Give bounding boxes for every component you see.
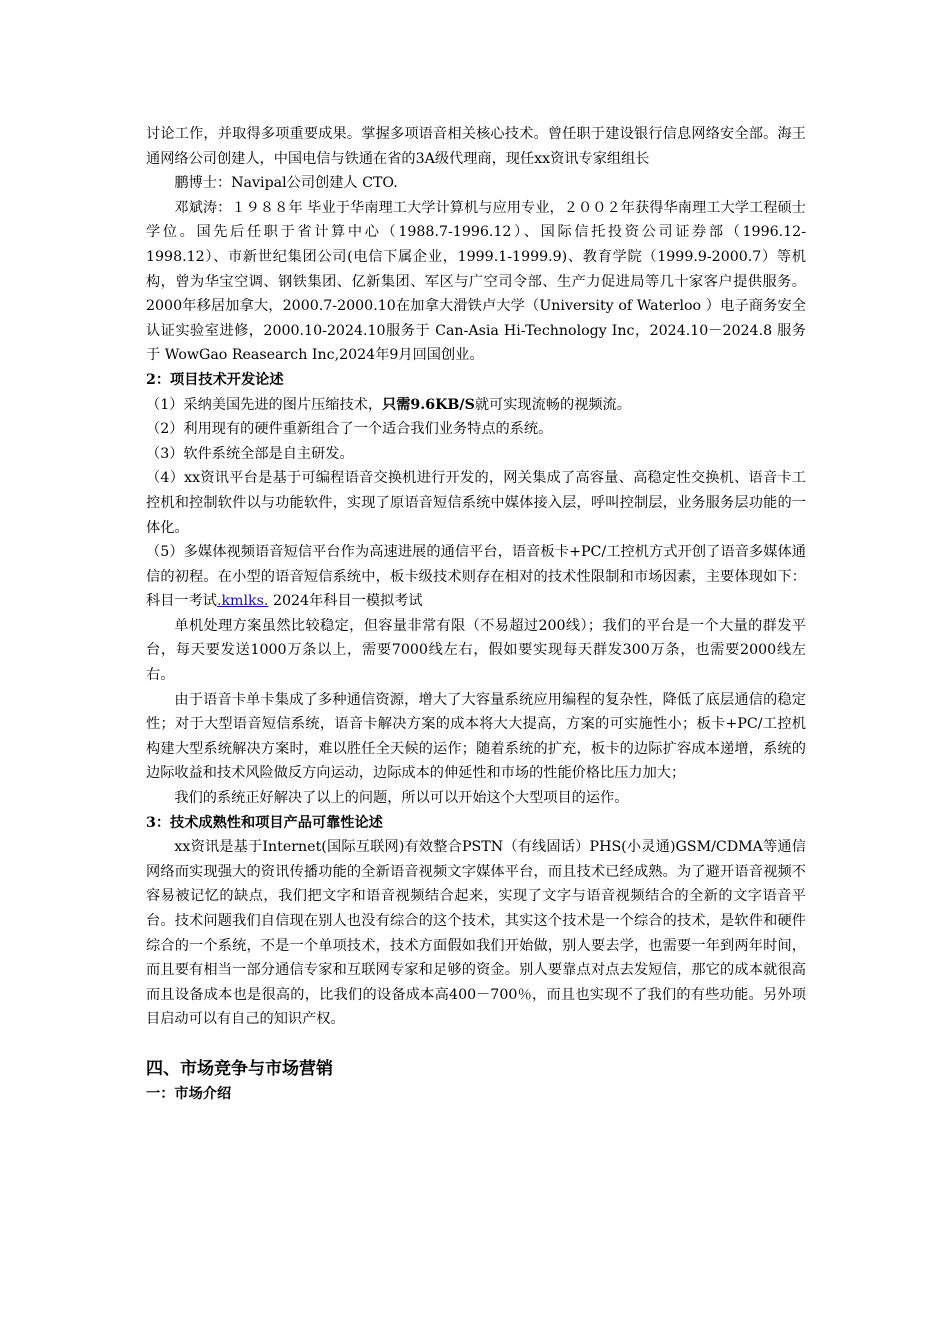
section3-heading: 3：技术成熟性和项目产品可靠性论述 <box>146 814 383 831</box>
item5-text-a: （5）多媒体视频语音短信平台作为高速进展的通信平台，语音板卡+PC/工控机方式开创了语音多媒体通信的初程。在小型的语音短信系统中，板卡级技术则存在相对的技术性限制和市场因素，主要体现如下：科目一考试 <box>146 544 806 610</box>
section2-item4: （4）xx资讯平台是基于可编程语音交换机进行开发的，网关集成了高容量、高稳定性交换机、语音卡工控机和控制软件以与功能软件，实现了原语音短信系统中媒体接入层，呼叫控制层，业务服务层功能的一体化。 <box>146 470 806 536</box>
item1-bold-rate: 只需9.6KB/S <box>382 396 475 413</box>
section2-item5 <box>146 540 806 614</box>
item1-text-c: 就可实现流畅的视频流。 <box>474 396 631 413</box>
section2-heading: 2：项目技术开发论述 <box>146 371 284 388</box>
section2-para-c: 我们的系统正好解决了以上的问题，所以可以开始这个大型项目的运作。 <box>174 790 629 807</box>
item5-text-b: 2024年科目一模拟考试 <box>268 593 423 610</box>
intro-paragraph: 讨论工作，并取得多项重要成果。掌握多项语音相关核心技术。曾任职于建设银行信息网络安全部。海王通网络公司创建人，中国电信与铁通在省的3A级代理商，现任xx资讯专家组组长 <box>146 126 806 167</box>
section2-item2: （2）利用现有的硬件重新组合了一个适合我们业务特点的系统。 <box>146 421 553 438</box>
section2-para-b: 由于语音卡单卡集成了多种通信资源，增大了大容量系统应用编程的复杂性，降低了底层通信的稳定性；对于大型语音短信系统，语音卡解决方案的成本将大大提高，方案的可实施性小；板卡+PC/工控机构建大型系统解决方案时，难以胜任全天候的运作；随着系统的扩充，板卡的边际扩容成本递增，系统的边际收益和技术风险做反方向运动，边际成本的伸延性和市场的性能价格比压力加大； <box>146 691 806 782</box>
section3-para: xx资讯是基于Internet(国际互联网)有效整合PSTN（有线固话）PHS(小灵通)GSM/CDMA等通信网络而实现强大的资讯传播功能的全新语音视频文字媒体平台，而且技术已经成熟。为了避开语音视频不容易被记忆的缺点，我们把文字和语音视频结合起来，实现了文字与语音视频结合的全新的文字语音平台。技术问题我们自信现在别人也没有综合的这个技术，其实这个技术是一个综合的技术，是软件和硬件综合的一个系统，不是一个单项技术，技术方面假如我们开始做，别人要去学，也需要一年到两年时间，而且要有相当一部分通信专家和互联网专家和足够的资金。别人要靠点对点去发短信，那它的成本就很高而且设备成本也是很高的，比我们的设备成本高400－700％，而且也实现不了我们的有些功能。另外项目启动可以有自己的知识产权。 <box>146 839 806 1028</box>
kmlks-link[interactable]: .kmlks. <box>216 593 269 610</box>
spacer <box>146 1032 806 1056</box>
person-deng: 邓斌涛：１９８８年 毕业于华南理工大学计算机与应用专业，２００２年获得华南理工大学工程硕士学位。国先后任职于省计算中心（1988.7-1996.12）、国际信托投资公司证券部（1996.12-1998.12）、市新世纪集团公司(电信下属企业，1999.1-1999.9)、教育学院（1999.9-2000.7）等机构，曾为华宝空调、钢铁集团、亿新集团、军区与广空司令部、生产力促进局等几十家客户提供服务。2000年移居加拿大，2000.7-2000.10在加拿大滑铁卢大学（University of Waterloo ）电子商务安全认证实验室进修，2000.10-2024.10服务于 Can-Asia Hi-Technology Inc，2024.10－2024.8 服务于 WowGao Reasearch Inc,2024年9月回国创业。 <box>146 199 806 364</box>
document-page <box>146 122 806 1107</box>
section2-item3: （3）软件系统全部是自主研发。 <box>146 445 354 462</box>
item1-text-a: （1）采纳美国先进的图片压缩技术， <box>146 396 383 413</box>
section4-heading: 四、市场竞争与市场营销 <box>146 1058 333 1079</box>
section2-item1 <box>146 393 806 418</box>
person-peng: 鹏博士：Navipal公司创建人 CTO. <box>174 175 398 192</box>
section2-para-a: 单机处理方案虽然比较稳定，但容量非常有限（不易超过200线）；我们的平台是一个大量的群发平台，每天要发送1000万条以上，需要7000线左右，假如要实现每天群发300万条，也需要2000线左右。 <box>146 617 806 684</box>
section4-subheading: 一：市场介绍 <box>146 1085 232 1102</box>
